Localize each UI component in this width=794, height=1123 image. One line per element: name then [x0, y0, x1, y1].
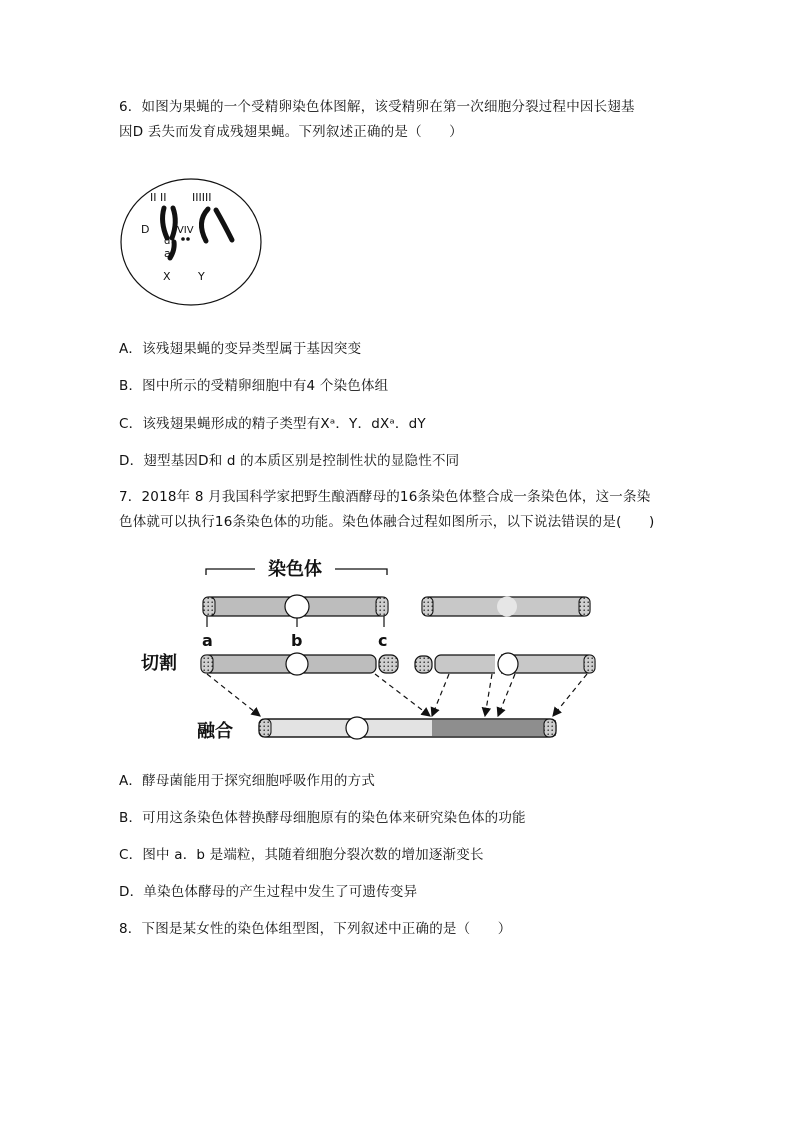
q7-option-c: C．图中 a．b 是端粒，其随着细胞分裂次数的增加逐渐变长: [119, 847, 484, 863]
chromosome-iii-2: [216, 210, 232, 240]
q7-option-a: A．酵母菌能用于探究细胞呼吸作用的方式: [119, 773, 376, 789]
q7-stem-line-2: 色体就可以执行16条染色体的功能。染色体融合过程如图所示，以下说法错误的是( ): [119, 514, 655, 530]
label-y: Y: [198, 270, 205, 283]
label-x: X: [163, 270, 171, 283]
chromosome-iv-1: [181, 237, 185, 241]
q8-stem-line-1: 8．下图是某女性的染色体组型图，下列叙述中正确的是（ ）: [119, 921, 512, 937]
label-fuse: 融合: [197, 721, 233, 742]
cell-outline: [121, 179, 261, 305]
centromere-cut-1: [286, 653, 308, 675]
fused-chromosome-dark-part: [432, 720, 556, 736]
bracket-right: [335, 569, 387, 575]
chromosome-ii-1: [163, 208, 167, 238]
q6-option-c: C．该残翅果蝇形成的精子类型有Xᵃ．Y．dXᵃ．dY: [119, 416, 426, 432]
telomere-top-1-left: [203, 597, 215, 616]
telomere-cut-2-removed: [415, 656, 432, 673]
centromere-fused: [346, 717, 368, 739]
label-cut: 切割: [141, 653, 177, 674]
label-chromosome: 染色体: [268, 559, 322, 580]
arrow-3: [432, 674, 449, 716]
label-a: a: [164, 247, 171, 260]
q7-option-d: D．单染色体酵母的产生过程中发生了可遗传变异: [119, 884, 418, 900]
chromosome-iv-2: [186, 237, 190, 241]
telomere-top-2-left: [422, 597, 433, 616]
arrow-5: [498, 674, 515, 716]
q6-karyotype-figure: [120, 178, 265, 308]
q7-fusion-figure: [135, 553, 615, 748]
arrow-6: [553, 674, 587, 716]
label-d-upper: D: [141, 223, 150, 236]
centromere-top-2: [497, 597, 517, 617]
centromere-cut-2: [498, 653, 518, 675]
telomere-top-1-right: [376, 597, 388, 616]
label-iv-iv: IVIV: [174, 225, 194, 236]
arrow-4: [485, 674, 492, 716]
chromosome-iii-1: [201, 209, 208, 241]
label-c-fig7: c: [378, 631, 388, 650]
q6-option-d: D．翅型基因D和 d 的本质区别是控制性状的显隐性不同: [119, 453, 460, 469]
q6-option-b: B．图中所示的受精卵细胞中有4 个染色体组: [119, 378, 389, 394]
q7-option-b: B．可用这条染色体替换酵母细胞原有的染色体来研究染色体的功能: [119, 810, 526, 826]
centromere-top-1: [285, 595, 309, 618]
q6-option-a: A．该残翅果蝇的变异类型属于基因突变: [119, 341, 362, 357]
label-iii-iii: IIIIII: [192, 191, 212, 204]
bracket-left: [206, 569, 255, 575]
q6-stem-line-2: 因D 丢失而发育成残翅果蝇。下列叙述正确的是（ ）: [119, 124, 463, 140]
telomere-cut-2-right: [584, 655, 595, 673]
label-ii-ii: II II: [150, 191, 167, 204]
q6-stem-line-1: 6．如图为果蝇的一个受精卵染色体图解，该受精卵在第一次细胞分裂过程中因长翅基: [119, 99, 635, 115]
telomere-fused-right: [544, 719, 556, 737]
label-b-fig7: b: [291, 631, 303, 650]
label-d-lower: d: [164, 236, 171, 247]
telomere-cut-1-removed: [379, 655, 398, 673]
label-a-fig7: a: [202, 631, 213, 650]
arrow-2: [375, 674, 430, 716]
arrow-1: [207, 674, 260, 716]
telomere-cut-1-left: [201, 655, 213, 673]
telomere-fused-left: [259, 719, 271, 737]
telomere-top-2-right: [579, 597, 590, 616]
q7-stem-line-1: 7．2018年 8 月我国科学家把野生酿酒酵母的16条染色体整合成一条染色体，这一条染: [119, 489, 651, 505]
